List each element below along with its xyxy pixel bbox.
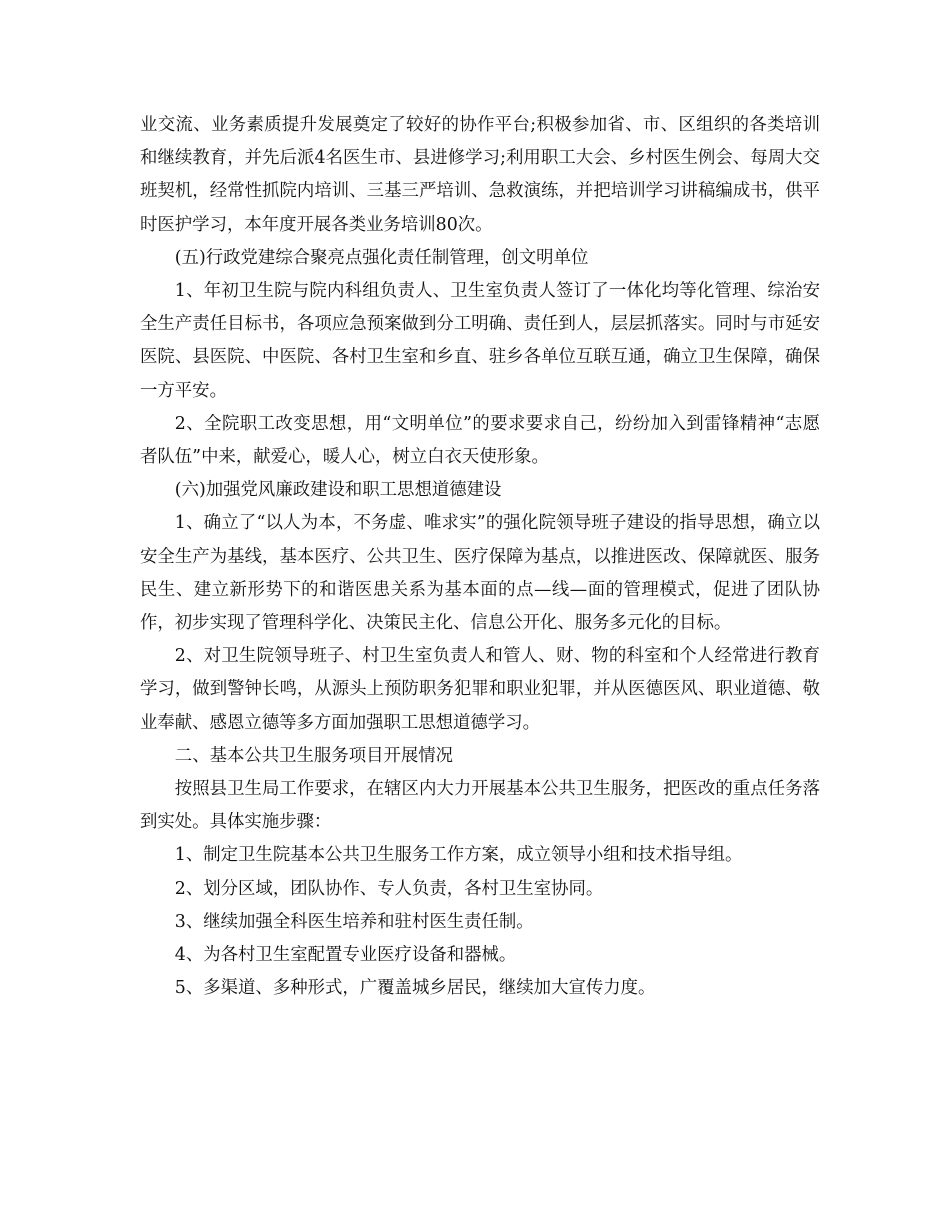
list-item: 4、为各村卫生室配置专业医疗设备和器械。	[174, 945, 517, 966]
document-page	[140, 109, 820, 1005]
section-heading-2: 二、基本公共卫生服务项目开展情况	[174, 745, 454, 766]
section-heading-5: (五)行政党建综合聚亮点强化责任制管理，创文明单位	[174, 247, 589, 268]
paragraph: 1、年初卫生院与院内科组负责人、卫生室负责人签订了一体化均等化管理、综治安全生产责任目标书，各项应急预案做到分工明确、责任到人，层层抓落实。同时与市延安医院、县医院、中医院、各村卫生室和乡直、驻乡各单位互联互通，确立卫生保障，确保一方平安。	[140, 281, 820, 401]
list-item: 2、划分区域，团队协作、专人负责，各村卫生室协同。	[174, 878, 604, 899]
paragraph: 2、全院职工改变思想，用“文明单位”的要求要求自己，纷纷加入到雷锋精神“志愿者队伍”中来，献爱心，暖人心，树立白衣天使形象。	[140, 413, 820, 468]
section-heading-6: (六)加强党风廉政建设和职工思想道德建设	[174, 480, 502, 501]
paragraph: 按照县卫生局工作要求，在辖区内大力开展基本公共卫生服务，把医改的重点任务落到实处。具体实施步骤：	[140, 779, 820, 833]
list-item: 1、制定卫生院基本公共卫生服务工作方案，成立领导小组和技术指导组。	[174, 845, 743, 866]
paragraph-continuation: 业交流、业务素质提升发展奠定了较好的协作平台;积极参加省、市、区组织的各类培训和继续教育，并先后派4名医生市、县进修学习;利用职工大会、乡村医生例会、每周大交班契机，经常性抓院内培训、三基三严培训、急救演练，并把培训学习讲稿编成书，供平时医护学习，本年度开展各类业务培训80次。	[140, 115, 820, 235]
paragraph: 1、确立了“以人为本，不务虚、唯求实”的强化院领导班子建设的指导思想，确立以安全生产为基线，基本医疗、公共卫生、医疗保障为基点，以推进医改、保障就医、服务民生、建立新形势下的和谐医患关系为基本面的点—线—面的管理模式，促进了团队协作，初步实现了管理科学化、决策民主化、信息公开化、服务多元化的目标。	[140, 513, 820, 634]
paragraph: 2、对卫生院领导班子、村卫生室负责人和管人、财、物的科室和个人经常进行教育学习，做到警钟长鸣，从源头上预防职务犯罪和职业犯罪，并从医德医风、职业道德、敬业奉献、感恩立德等多方面加强职工思想道德学习。	[140, 646, 820, 733]
list-item: 5、多渠道、多种形式，广覆盖城乡居民，继续加大宣传力度。	[174, 978, 656, 999]
list-item: 3、继续加强全科医生培养和驻村医生责任制。	[174, 911, 534, 932]
